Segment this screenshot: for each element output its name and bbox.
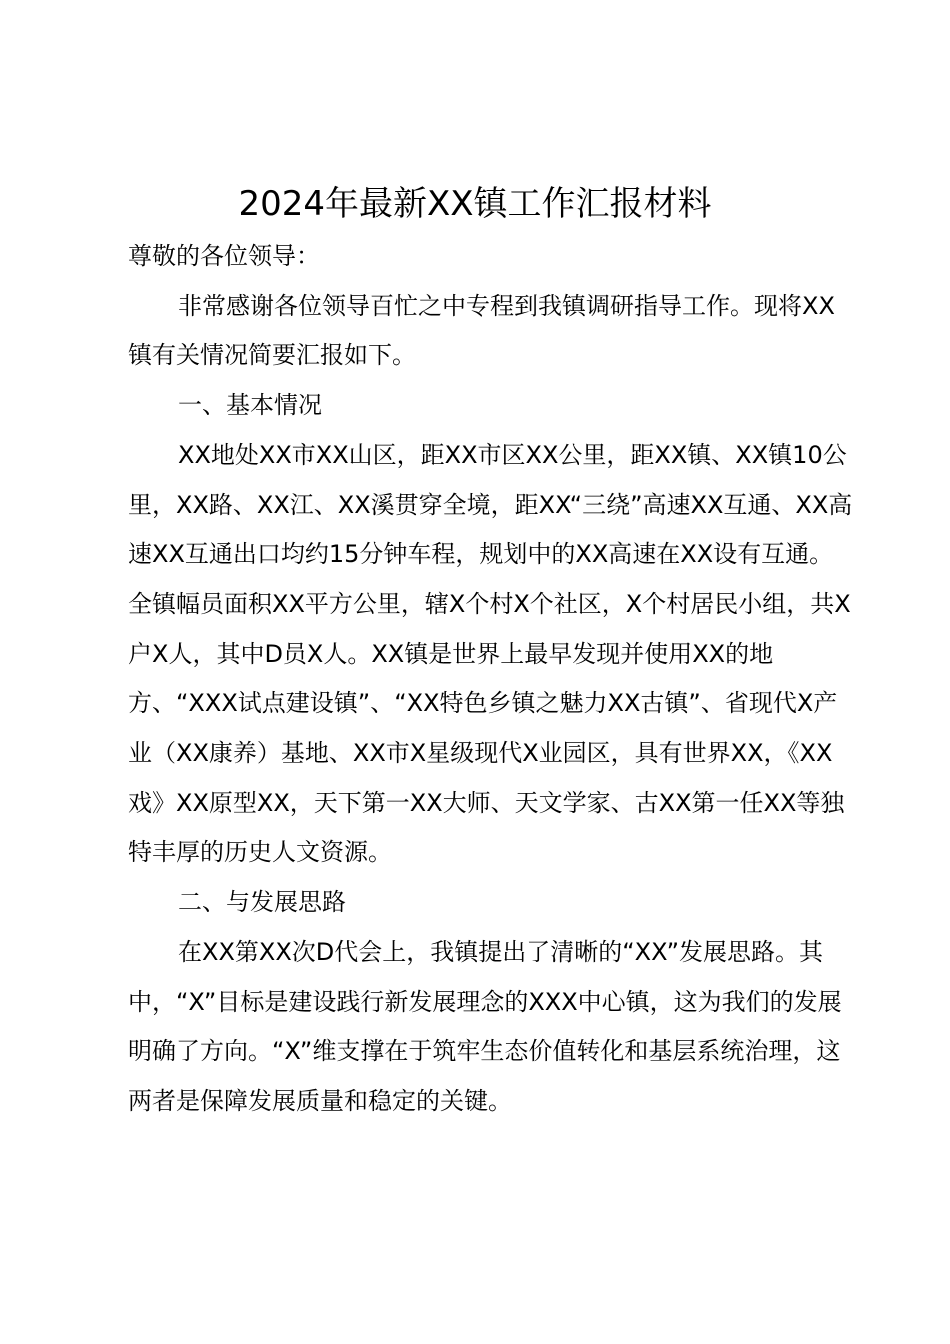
document-title: 2024年最新XX镇工作汇报材料 [238,184,712,224]
intro-paragraph: 非常感谢各位领导百忙之中专程到我镇调研指导工作。现将XX镇有关情况简要汇报如下。 [128,291,835,370]
basic-info-paragraph: XX地处XX市XX山区，距XX市区XX公里，距XX镇、XX镇10公里，XX路、XX江、XX溪贯穿全境，距XX“三绕”高速XX互通、XX高速XX互通出口均约15分钟车程，规划中的XX高速在XX设有互通。全镇幅员面积XX平方公里，辖X个村X个社区，X个村居民小组，共X户X人，其中D员X人。XX镇是世界上最早发现并使用XX的地方、“XXX试点建设镇”、“XX特色乡镇之魅力XX古镇”、省现代X产业（XX康养）基地、XX市X星级现代X业园区，具有世界XX，《XX戏》XX原型XX，天下第一XX大师、天文学家、古XX第一任XX等独特丰厚的历史人文资源。 [128,440,853,867]
development-paragraph: 在XX第XX次D代会上，我镇提出了清晰的“XX”发展思路。其中，“X”目标是建设践行新发展理念的XXX中心镇，这为我们的发展明确了方向。“X”维支撑在于筑牢生态价值转化和基层系统治理，这两者是保障发展质量和稳定的关键。 [128,937,842,1115]
document-body [128,232,856,1127]
salutation: 尊敬的各位领导： [128,242,320,270]
section-heading-development: 二、与发展思路 [178,888,346,917]
section-heading-basic: 一、基本情况 [178,391,322,420]
